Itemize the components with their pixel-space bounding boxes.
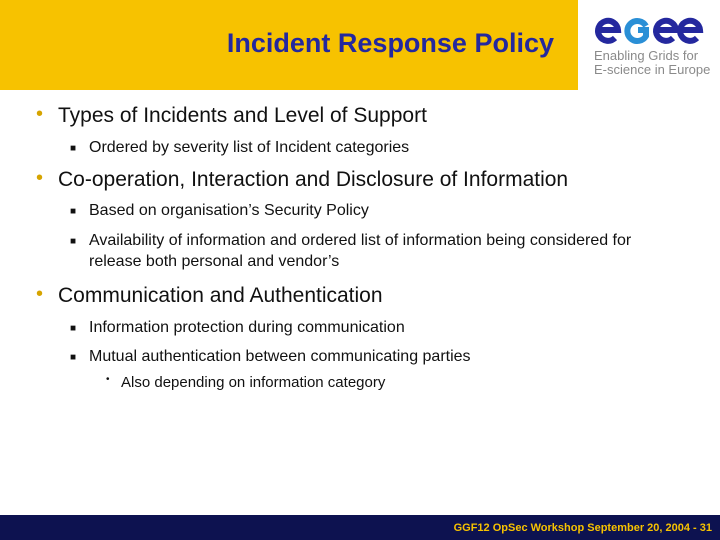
subbullet-text: Availability of information and ordered list of information being considered for release both personal and vendor’s: [89, 232, 632, 270]
square-bullet-icon: ■: [70, 323, 77, 334]
bullet-text: Communication and Authentication: [58, 284, 383, 307]
subbullet-text: Information protection during communication: [89, 319, 405, 336]
square-bullet-icon: ■: [70, 236, 77, 247]
footer-bar: [0, 515, 720, 540]
slide-title: Incident Response Policy: [226, 28, 554, 58]
bullet-dot-icon: •: [36, 283, 44, 305]
square-bullet-icon: ■: [70, 206, 77, 217]
bullet-dot-icon: •: [36, 103, 44, 125]
egee-logo-mark: [594, 14, 706, 48]
small-dot-icon: •: [106, 374, 110, 385]
subbullet-text: Mutual authentication between communicating parties: [89, 348, 471, 365]
subsubbullet-text: Also depending on information category: [121, 374, 386, 391]
square-bullet-icon: ■: [70, 352, 77, 363]
bullet-text: Co-operation, Interaction and Disclosure of Information: [58, 168, 569, 191]
subbullet-text: Based on organisation’s Security Policy: [89, 202, 369, 219]
logo-tagline-line2: E-science in Europe: [594, 62, 711, 77]
square-bullet-icon: ■: [70, 143, 77, 154]
bullet-dot-icon: •: [36, 167, 44, 189]
egee-logo: [578, 0, 720, 90]
subbullet-text: Ordered by severity list of Incident categories: [89, 139, 410, 156]
logo-tagline: [594, 49, 710, 77]
logo-tagline-line1: Enabling Grids for: [594, 48, 699, 63]
bullet-text: Types of Incidents and Level of Support: [58, 104, 427, 127]
footer-text: GGF12 OpSec Workshop September 20, 2004 - 31: [453, 522, 712, 534]
